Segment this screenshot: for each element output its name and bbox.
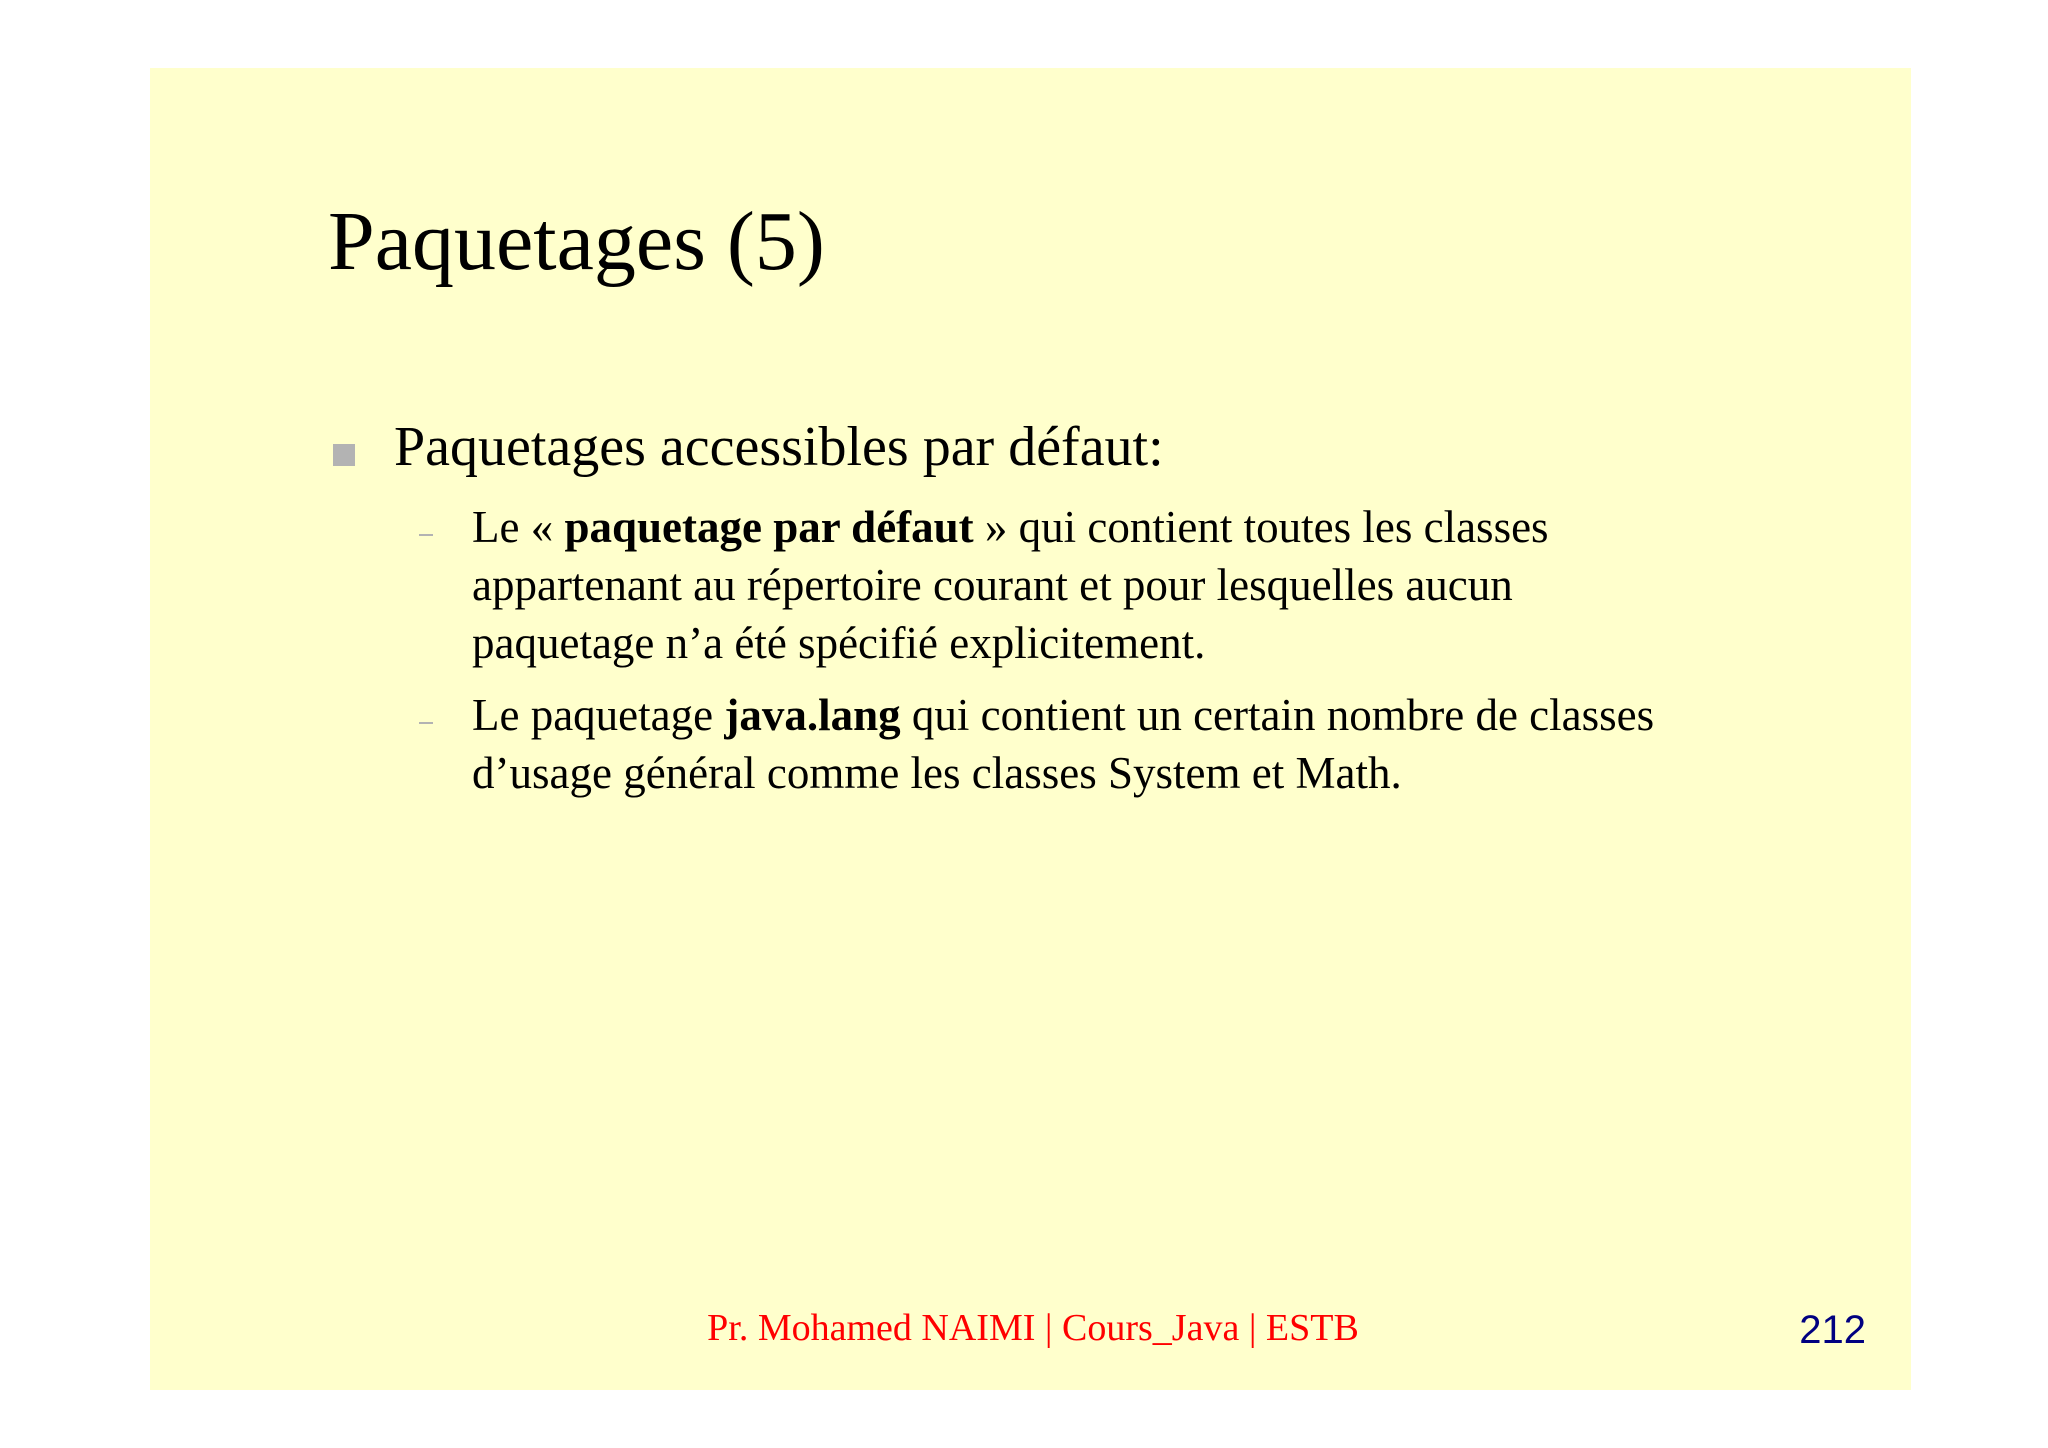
slide	[150, 68, 1911, 1390]
sub-bullet-text	[472, 686, 1654, 802]
bullet-text: Paquetages accessibles par défaut:	[394, 416, 1164, 478]
slide-footer: Pr. Mohamed NAIMI | Cours_Java | ESTB	[707, 1307, 1359, 1349]
sub-bullet-line	[472, 686, 1654, 744]
bold-term: paquetage par défaut	[564, 502, 974, 552]
slide-title: Paquetages (5)	[328, 195, 825, 288]
page-number: 212	[1799, 1308, 1866, 1352]
text-segment: qui contient un certain nombre de classes	[900, 690, 1655, 740]
square-bullet-icon	[333, 444, 355, 466]
dash-bullet-icon	[419, 722, 433, 724]
dash-bullet-icon	[419, 534, 433, 536]
text-segment: Le «	[472, 502, 565, 552]
sub-bullet-line	[472, 498, 1549, 556]
sub-bullet-line: paquetage n’a été spécifié explicitement.	[472, 618, 1206, 668]
text-segment: » qui contient toutes les classes	[973, 502, 1549, 552]
sub-bullet-text	[472, 498, 1549, 672]
bold-term: java.lang	[724, 690, 901, 740]
sub-bullet-line: appartenant au répertoire courant et pour lesquelles aucun	[472, 560, 1513, 610]
text-segment: Le paquetage	[472, 690, 725, 740]
sub-bullet-line: d’usage général comme les classes System et Math.	[472, 748, 1402, 798]
